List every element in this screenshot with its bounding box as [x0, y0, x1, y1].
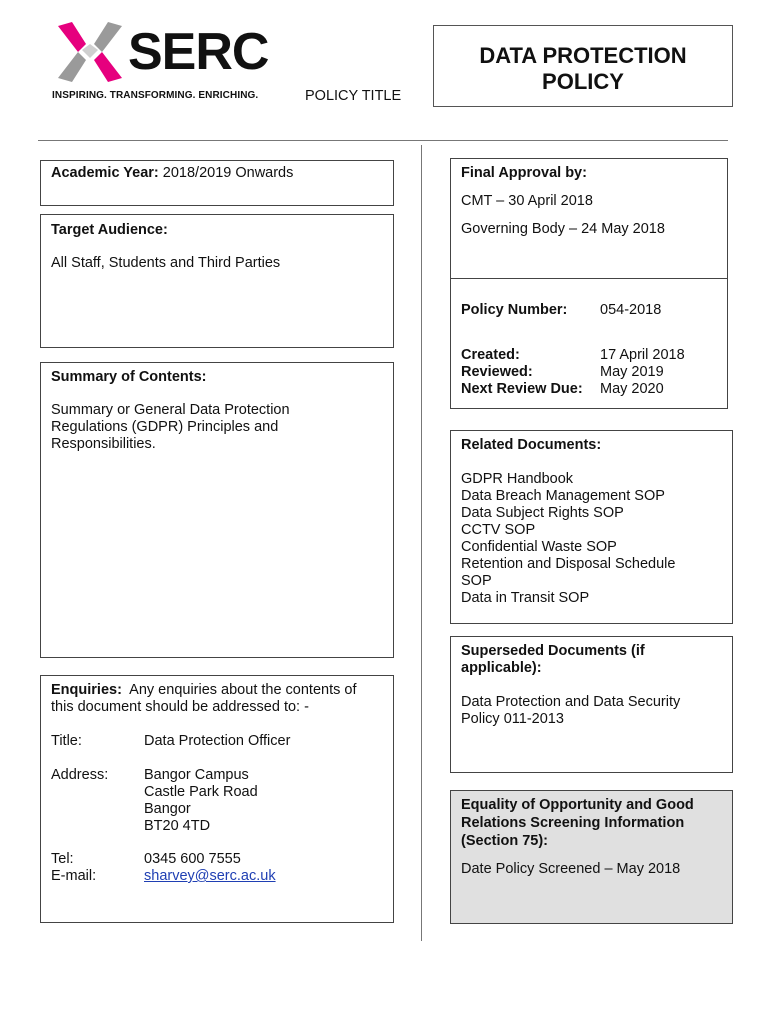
summary-box: [40, 362, 394, 658]
approval-item: CMT – 30 April 2018: [461, 193, 593, 209]
doc-title-box: [433, 25, 733, 107]
equality-label: Equality of Opportunity and Good: [461, 797, 694, 813]
doc-title-line1: DATA PROTECTION: [479, 43, 687, 68]
approval-item: Governing Body – 24 May 2018: [461, 221, 665, 237]
related-document-item: CCTV SOP: [461, 522, 536, 538]
summary-line: Responsibilities.: [51, 436, 156, 452]
vertical-divider: [421, 145, 422, 941]
equality-label: (Section 75):: [461, 833, 549, 849]
address-line: Castle Park Road: [144, 784, 258, 800]
horizontal-divider: [38, 140, 728, 141]
email-label: E-mail:: [51, 868, 97, 884]
superseded-line: Policy 011-2013: [461, 711, 564, 727]
title-value: Data Protection Officer: [144, 733, 291, 749]
superseded-documents-box: [450, 636, 733, 773]
next-review-value: May 2020: [600, 381, 664, 397]
superseded-line: Data Protection and Data Security: [461, 694, 681, 710]
final-approval-box: [450, 158, 728, 285]
enquiries-label: Enquiries:: [51, 682, 122, 698]
reviewed-value: May 2019: [600, 364, 664, 380]
tel-label: Tel:: [51, 851, 74, 867]
enquiries-intro: Any enquiries about the contents of: [129, 682, 357, 698]
address-line: Bangor Campus: [144, 767, 249, 783]
target-audience-label: Target Audience:: [51, 222, 168, 238]
academic-year-box: [40, 160, 394, 206]
title-label: Title:: [51, 733, 82, 749]
superseded-label: Superseded Documents (if: [461, 643, 645, 659]
summary-label: Summary of Contents:: [51, 369, 207, 385]
policy-number-label: Policy Number:: [461, 302, 568, 318]
serc-logo: [52, 22, 282, 102]
target-audience-box: [40, 214, 394, 348]
related-document-item: GDPR Handbook: [461, 471, 574, 487]
target-audience-value: All Staff, Students and Third Parties: [51, 255, 281, 271]
academic-year-value: 2018/2019 Onwards: [162, 165, 294, 181]
related-document-item: Retention and Disposal Schedule: [461, 556, 676, 572]
summary-line: Summary or General Data Protection: [51, 402, 290, 418]
related-documents-label: Related Documents:: [461, 437, 602, 453]
reviewed-label: Reviewed:: [461, 364, 533, 380]
address-line: BT20 4TD: [144, 818, 211, 834]
policy-number-box: [450, 278, 728, 409]
created-label: Created:: [461, 347, 520, 363]
address-line: Bangor: [144, 801, 191, 817]
related-document-item: Data in Transit SOP: [461, 590, 590, 606]
equality-label: Relations Screening Information: [461, 815, 685, 831]
related-document-item: Data Subject Rights SOP: [461, 505, 624, 521]
superseded-label-2: applicable):: [461, 660, 542, 676]
related-document-item: Confidential Waste SOP: [461, 539, 617, 555]
next-review-label: Next Review Due:: [461, 381, 583, 397]
email-link[interactable]: sharvey@serc.ac.uk: [144, 868, 276, 884]
related-document-item: Data Breach Management SOP: [461, 488, 665, 504]
created-value: 17 April 2018: [600, 347, 685, 363]
logo-word: SERC: [128, 23, 269, 81]
serc-x-mark-icon: [56, 22, 124, 82]
equality-screening-box: [450, 790, 733, 924]
related-documents-box: [450, 430, 733, 624]
related-document-item: SOP: [461, 573, 492, 589]
logo-tagline: INSPIRING. TRANSFORMING. ENRICHING.: [52, 90, 259, 101]
policy-number-value: 054-2018: [600, 302, 662, 318]
enquiries-intro-2: this document should be addressed to: -: [51, 699, 309, 715]
address-label: Address:: [51, 767, 109, 783]
doc-title-line2: POLICY: [542, 69, 624, 94]
academic-year-label: Academic Year:: [51, 165, 159, 181]
tel-value: 0345 600 7555: [144, 851, 241, 867]
final-approval-label: Final Approval by:: [461, 165, 587, 181]
equality-value: Date Policy Screened – May 2018: [461, 861, 681, 877]
summary-line: Regulations (GDPR) Principles and: [51, 419, 279, 435]
enquiries-box: [40, 675, 394, 923]
policy-title-label: POLICY TITLE: [305, 88, 402, 104]
